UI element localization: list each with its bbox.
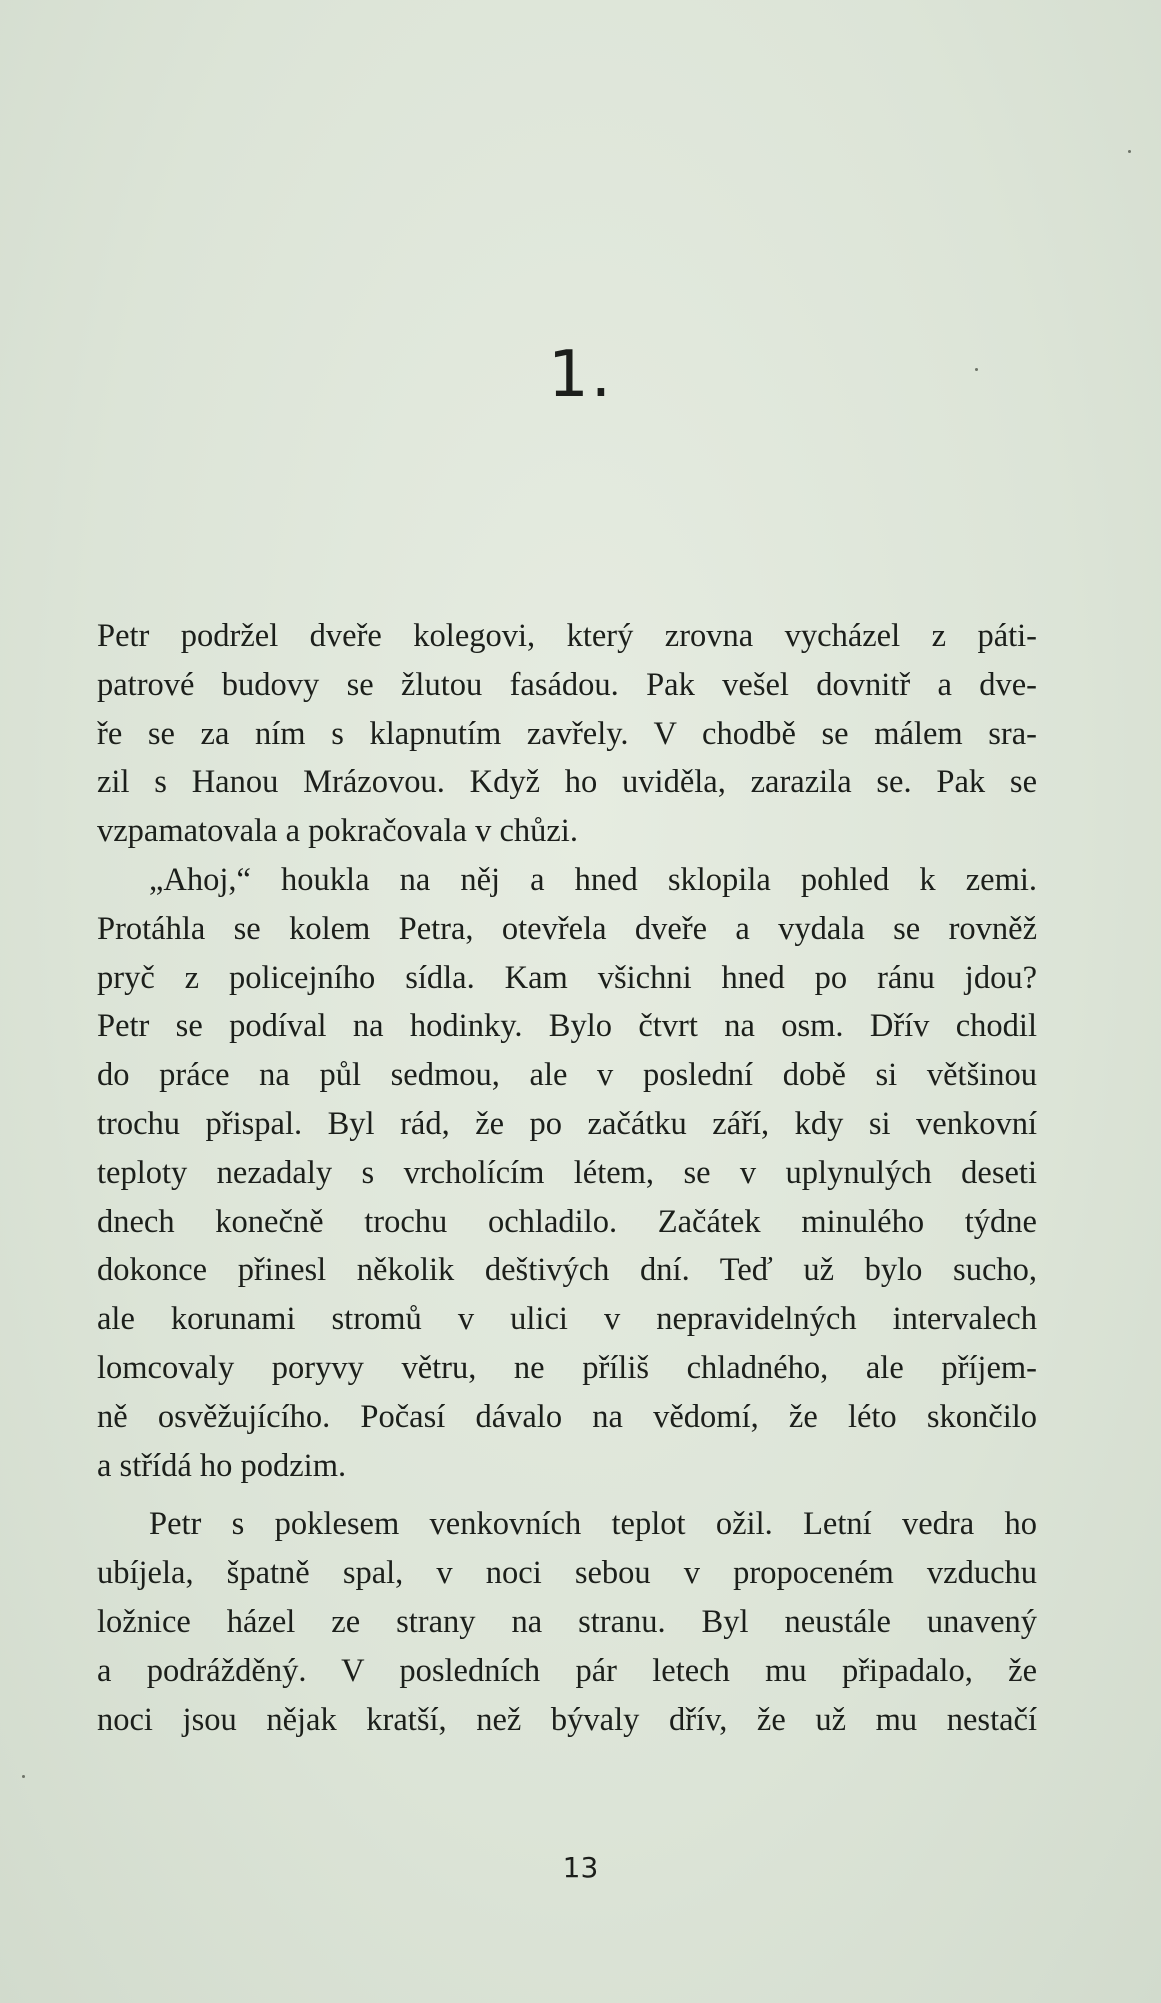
text-line: do práce na půl sedmou, ale v poslední době si většinou	[97, 1057, 1037, 1094]
text-line: Petr s poklesem venkovních teplot ožil. Letní vedra ho	[149, 1506, 1037, 1543]
page-number: 13	[562, 1851, 599, 1884]
text-line: Petr se podíval na hodinky. Bylo čtvrt na osm. Dřív chodil	[97, 1008, 1037, 1045]
text-line: dnech konečně trochu ochladilo. Začátek minulého týdne	[97, 1203, 1037, 1240]
text-line: ně osvěžujícího. Počasí dávalo na vědomí, že léto skončilo	[97, 1398, 1037, 1435]
text-line: a podrážděný. V posledních pár letech mu připadalo, že	[97, 1652, 1037, 1689]
text-line: ubíjela, špatně spal, v noci sebou v propoceném vzduchu	[97, 1555, 1037, 1592]
text-line: pryč z policejního sídla. Kam všichni hned po ránu jdou?	[97, 959, 1037, 996]
text-line: teploty nezadaly s vrcholícím létem, se v uplynulých deseti	[97, 1154, 1037, 1191]
body-text	[97, 612, 1037, 1744]
text-line: zil s Hanou Mrázovou. Když ho uviděla, zarazila se. Pak se	[97, 764, 1037, 801]
paper-speck	[22, 1775, 25, 1778]
text-line: a střídá ho podzim.	[97, 1447, 347, 1484]
text-line: lomcovaly poryvy větru, ne příliš chladného, ale příjem-	[97, 1349, 1037, 1386]
text-line: dokonce přinesl několik deštivých dní. Teď už bylo sucho,	[97, 1252, 1037, 1289]
text-line: Petr podržel dveře kolegovi, který zrovna vycházel z páti-	[97, 618, 1037, 654]
text-line: vzpamatovala a pokračovala v chůzi.	[97, 813, 578, 850]
text-line: Protáhla se kolem Petra, otevřela dveře a vydala se rovněž	[97, 910, 1037, 947]
text-line: ložnice házel ze strany na stranu. Byl neustále unavený	[97, 1603, 1037, 1640]
text-line: ale korunami stromů v ulici v nepravidelných intervalech	[97, 1301, 1037, 1338]
text-line: ře se za ním s klapnutím zavřely. V chodbě se málem sra-	[97, 715, 1037, 752]
text-line: patrové budovy se žlutou fasádou. Pak vešel dovnitř a dve-	[97, 666, 1037, 703]
paper-speck	[1128, 150, 1131, 153]
text-line: trochu přispal. Byl rád, že po začátku září, kdy si venkovní	[97, 1105, 1037, 1142]
paragraph-gap	[97, 1490, 1037, 1500]
paper-speck	[975, 368, 978, 371]
chapter-number: 1.	[547, 338, 614, 412]
text-line: „Ahoj,“ houkla na něj a hned sklopila pohled k zemi.	[149, 861, 1037, 898]
text-line: noci jsou nějak kratší, než bývaly dřív, že už mu nestačí	[97, 1701, 1037, 1738]
